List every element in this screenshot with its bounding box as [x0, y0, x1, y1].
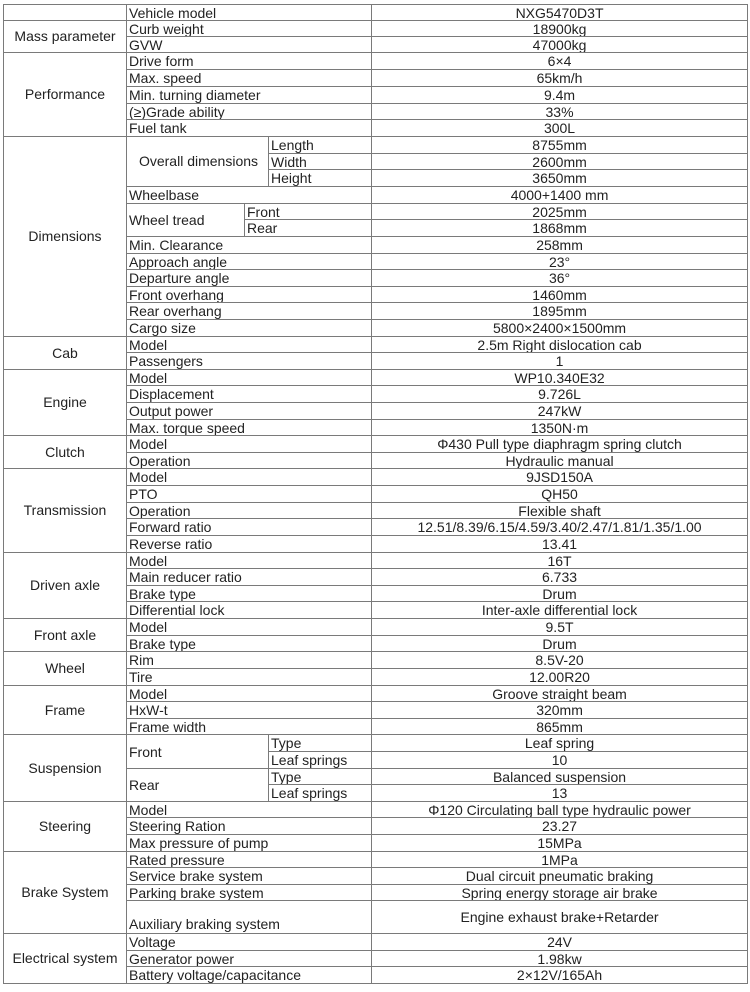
row-value: 23°	[372, 254, 748, 270]
row-value: WP10.340E32	[372, 370, 748, 386]
row-sublabel: Type	[269, 735, 372, 752]
row-label: Model	[127, 469, 372, 486]
row-label: Rim	[127, 652, 372, 669]
row-value: 9JSD150A	[372, 469, 748, 486]
row-sublabel: Height	[269, 170, 372, 187]
row-value: 2025mm	[372, 204, 748, 220]
row-label: Reverse ratio	[127, 536, 372, 553]
row-label: HxW-t	[127, 702, 372, 719]
row-value: 865mm	[372, 719, 748, 735]
category-label: Front axle	[33, 626, 97, 643]
row-label: Frame width	[127, 719, 372, 735]
category-transmission	[4, 469, 127, 553]
row-value: 9.5T	[372, 619, 748, 636]
row-label: Forward ratio	[127, 519, 372, 536]
row-value: Leaf spring	[372, 735, 748, 752]
row-value: 12.51/8.39/6.15/4.59/3.40/2.47/1.81/1.35/1.00	[372, 519, 748, 536]
table-row	[4, 619, 748, 636]
category-frame	[4, 686, 127, 735]
row-value: 10	[372, 752, 748, 769]
row-value: 18900kg	[372, 21, 748, 37]
row-label: Service brake system	[127, 868, 372, 885]
table-row	[4, 852, 748, 868]
category-mass-parameter	[4, 21, 127, 53]
row-label: Approach angle	[127, 254, 372, 270]
row-label: Main reducer ratio	[127, 569, 372, 586]
row-label: Drive form	[127, 53, 372, 70]
row-label: Max. torque speed	[127, 420, 372, 436]
table-row	[4, 53, 748, 70]
row-label: Front overhang	[127, 287, 372, 303]
row-value: 1895mm	[372, 303, 748, 320]
row-value: QH50	[372, 486, 748, 503]
category-label: Cab	[52, 344, 78, 361]
category-driven-axle	[4, 553, 127, 619]
row-label: Tire	[127, 669, 372, 686]
row-value: 1868mm	[372, 220, 748, 237]
row-label: Steering Ration	[127, 818, 372, 835]
table-row	[4, 735, 748, 752]
category-label: Electrical system	[12, 950, 118, 967]
row-value: 1.98kw	[372, 951, 748, 967]
table-row	[4, 21, 748, 37]
row-value: Engine exhaust brake+Retarder	[372, 901, 748, 934]
row-label: Max pressure of pump	[127, 835, 372, 852]
row-label: Min. Clearance	[127, 237, 372, 254]
category-dimensions	[4, 137, 127, 337]
row-label: Front	[127, 735, 269, 769]
row-value: 16T	[372, 553, 748, 569]
row-value: 4000+1400 mm	[372, 187, 748, 204]
row-value: 13	[372, 785, 748, 802]
table-row	[4, 686, 748, 702]
row-value: 6×4	[372, 53, 748, 70]
row-label: Curb weight	[127, 21, 372, 37]
row-value: Φ120 Circulating ball type hydraulic power	[372, 802, 748, 818]
row-label: PTO	[127, 486, 372, 503]
row-label: Model	[127, 436, 372, 453]
row-label: Min. turning diameter	[127, 87, 372, 104]
table-row	[4, 802, 748, 818]
row-label: Auxiliary braking system	[127, 901, 372, 934]
row-value: 33%	[372, 104, 748, 120]
category-performance	[4, 53, 127, 137]
table-row	[4, 337, 748, 353]
row-sublabel: Leaf springs	[269, 785, 372, 802]
category-brake-system	[4, 852, 127, 934]
row-value: 2600mm	[372, 154, 748, 170]
row-sublabel: Front	[245, 204, 372, 220]
category-suspension	[4, 735, 127, 802]
table-row	[4, 652, 748, 669]
category-label: Brake System	[21, 884, 109, 901]
table-row	[4, 469, 748, 486]
row-value: Drum	[372, 636, 748, 652]
row-value: 320mm	[372, 702, 748, 719]
row-label: Fuel tank	[127, 120, 372, 137]
row-label: Departure angle	[127, 270, 372, 287]
row-label: GVW	[127, 37, 372, 53]
row-value: 13.41	[372, 536, 748, 553]
row-label-text: Overall dimensions	[138, 153, 259, 170]
category-label: Driven axle	[29, 577, 101, 594]
row-value: 1460mm	[372, 287, 748, 303]
row-label: Rear	[127, 769, 269, 802]
row-value: 9.4m	[372, 87, 748, 104]
row-sublabel: Length	[269, 137, 372, 154]
category-cab	[4, 337, 127, 370]
row-value: 6.733	[372, 569, 748, 586]
row-label: Displacement	[127, 386, 372, 403]
row-label: Operation	[127, 453, 372, 469]
table-row	[4, 5, 748, 21]
row-value: 300L	[372, 120, 748, 137]
category-label: Transmission	[23, 502, 107, 519]
row-value: 9.726L	[372, 386, 748, 403]
row-sublabel: Width	[269, 154, 372, 170]
row-value: 247kW	[372, 403, 748, 420]
row-label	[127, 137, 269, 187]
category-label: Frame	[44, 701, 86, 718]
row-label: Differential lock	[127, 602, 372, 619]
row-value: 24V	[372, 934, 748, 951]
row-label: Rear overhang	[127, 303, 372, 320]
row-label: Operation	[127, 503, 372, 519]
table-row	[4, 137, 748, 154]
row-value: Spring energy storage air brake	[372, 885, 748, 901]
row-value: Hydraulic manual	[372, 453, 748, 469]
row-label: Model	[127, 370, 372, 386]
category-clutch	[4, 436, 127, 469]
row-label: Wheelbase	[127, 187, 372, 204]
row-label: Model	[127, 337, 372, 353]
row-label: Vehicle model	[127, 5, 372, 21]
row-value: 5800×2400×1500mm	[372, 320, 748, 337]
row-value: Dual circuit pneumatic braking	[372, 868, 748, 885]
row-label: Cargo size	[127, 320, 372, 337]
row-value: Balanced suspension	[372, 769, 748, 785]
row-label: Output power	[127, 403, 372, 420]
category-engine	[4, 370, 127, 436]
row-value: 47000kg	[372, 37, 748, 53]
category-label: Clutch	[45, 443, 85, 460]
category-cell	[4, 5, 127, 21]
category-label: Wheel	[45, 660, 85, 677]
row-sublabel: Rear	[245, 220, 372, 237]
row-value: 1MPa	[372, 852, 748, 868]
row-label: Wheel tread	[127, 204, 245, 237]
row-label: Model	[127, 619, 372, 636]
row-value: Drum	[372, 586, 748, 602]
table-row	[4, 436, 748, 453]
row-value: Groove straight beam	[372, 686, 748, 702]
row-label: Passengers	[127, 353, 372, 370]
category-label: Steering	[38, 818, 92, 835]
row-value: 1	[372, 353, 748, 370]
row-label: Model	[127, 686, 372, 702]
row-value: 23.27	[372, 818, 748, 835]
row-value: 36°	[372, 270, 748, 287]
row-sublabel: Type	[269, 769, 372, 785]
category-front-axle	[4, 619, 127, 652]
row-value: Inter-axle differential lock	[372, 602, 748, 619]
row-label: Brake type	[127, 586, 372, 602]
category-label: Suspension	[28, 759, 102, 776]
row-value: 65km/h	[372, 70, 748, 87]
row-label: Battery voltage/capacitance	[127, 967, 372, 984]
table-row	[4, 934, 748, 951]
category-wheel	[4, 652, 127, 686]
row-sublabel: Leaf springs	[269, 752, 372, 769]
row-label: (≥)Grade ability	[127, 104, 372, 120]
row-label: Model	[127, 553, 372, 569]
row-label: Voltage	[127, 934, 372, 951]
row-value: 2×12V/165Ah	[372, 967, 748, 984]
category-steering	[4, 802, 127, 852]
table-row	[4, 553, 748, 569]
row-value: 1350N·m	[372, 420, 748, 436]
row-value: 12.00R20	[372, 669, 748, 686]
category-label: Dimensions	[28, 228, 102, 245]
row-value: 2.5m Right dislocation cab	[372, 337, 748, 353]
row-value: 8.5V-20	[372, 652, 748, 669]
row-label: Max. speed	[127, 70, 372, 87]
row-value: 258mm	[372, 237, 748, 254]
row-value: NXG5470D3T	[372, 5, 748, 21]
row-label: Generator power	[127, 951, 372, 967]
category-label: Engine	[43, 394, 87, 411]
row-label: Rated pressure	[127, 852, 372, 868]
category-label: Performance	[24, 86, 106, 103]
row-label: Model	[127, 802, 372, 818]
row-value: 8755mm	[372, 137, 748, 154]
row-value: Φ430 Pull type diaphragm spring clutch	[372, 436, 748, 453]
category-electrical-system	[4, 934, 127, 984]
row-value: Flexible shaft	[372, 503, 748, 519]
row-label: Brake type	[127, 636, 372, 652]
row-label: Parking brake system	[127, 885, 372, 901]
row-value: 3650mm	[372, 170, 748, 187]
row-value: 15MPa	[372, 835, 748, 852]
spec-table	[3, 4, 748, 984]
category-label: Mass parameter	[14, 28, 116, 45]
table-row	[4, 370, 748, 386]
